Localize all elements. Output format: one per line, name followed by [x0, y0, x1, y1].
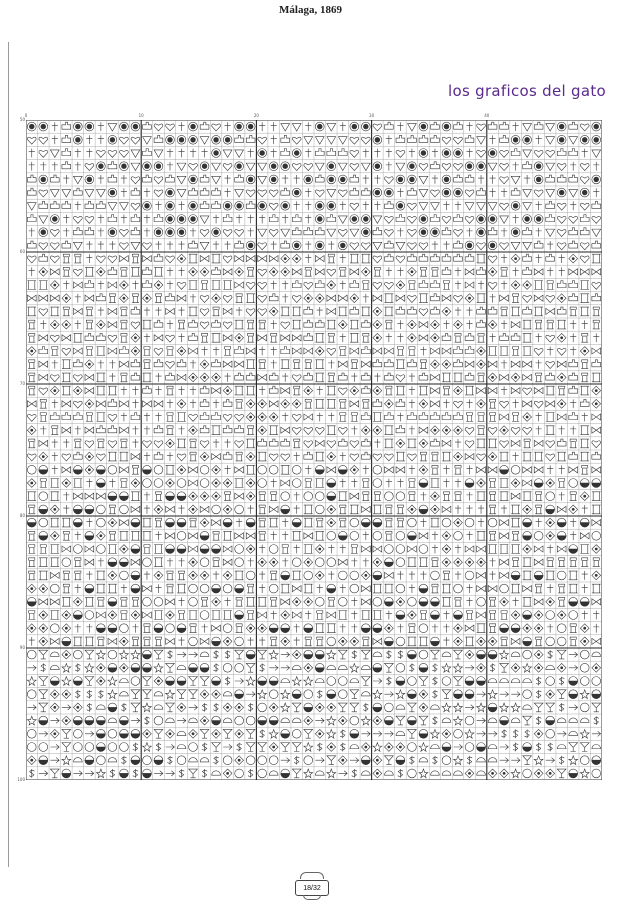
- page-number-badge: 18/32: [295, 880, 329, 896]
- page-ornament-top: [300, 872, 324, 879]
- column-tick-label: 40: [484, 113, 490, 118]
- column-tick-label: 30: [369, 113, 375, 118]
- column-tick-label: 0: [24, 113, 28, 118]
- row-tick-label: 90: [19, 645, 25, 650]
- row-tick-label: 80: [19, 513, 25, 518]
- row-tick-label: 70: [19, 381, 25, 386]
- row-tick-label: 60: [19, 249, 25, 254]
- row-tick-label: 100: [17, 777, 25, 782]
- page-title: Málaga, 1869: [279, 4, 342, 16]
- watermark-text: los graficos del gato: [448, 82, 607, 100]
- row-tick-label: 50: [19, 117, 25, 122]
- cross-stitch-pattern-grid: [26, 120, 602, 780]
- column-tick-label: 20: [253, 113, 259, 118]
- page-ornament-bottom: [303, 895, 321, 900]
- column-tick-label: 10: [138, 113, 144, 118]
